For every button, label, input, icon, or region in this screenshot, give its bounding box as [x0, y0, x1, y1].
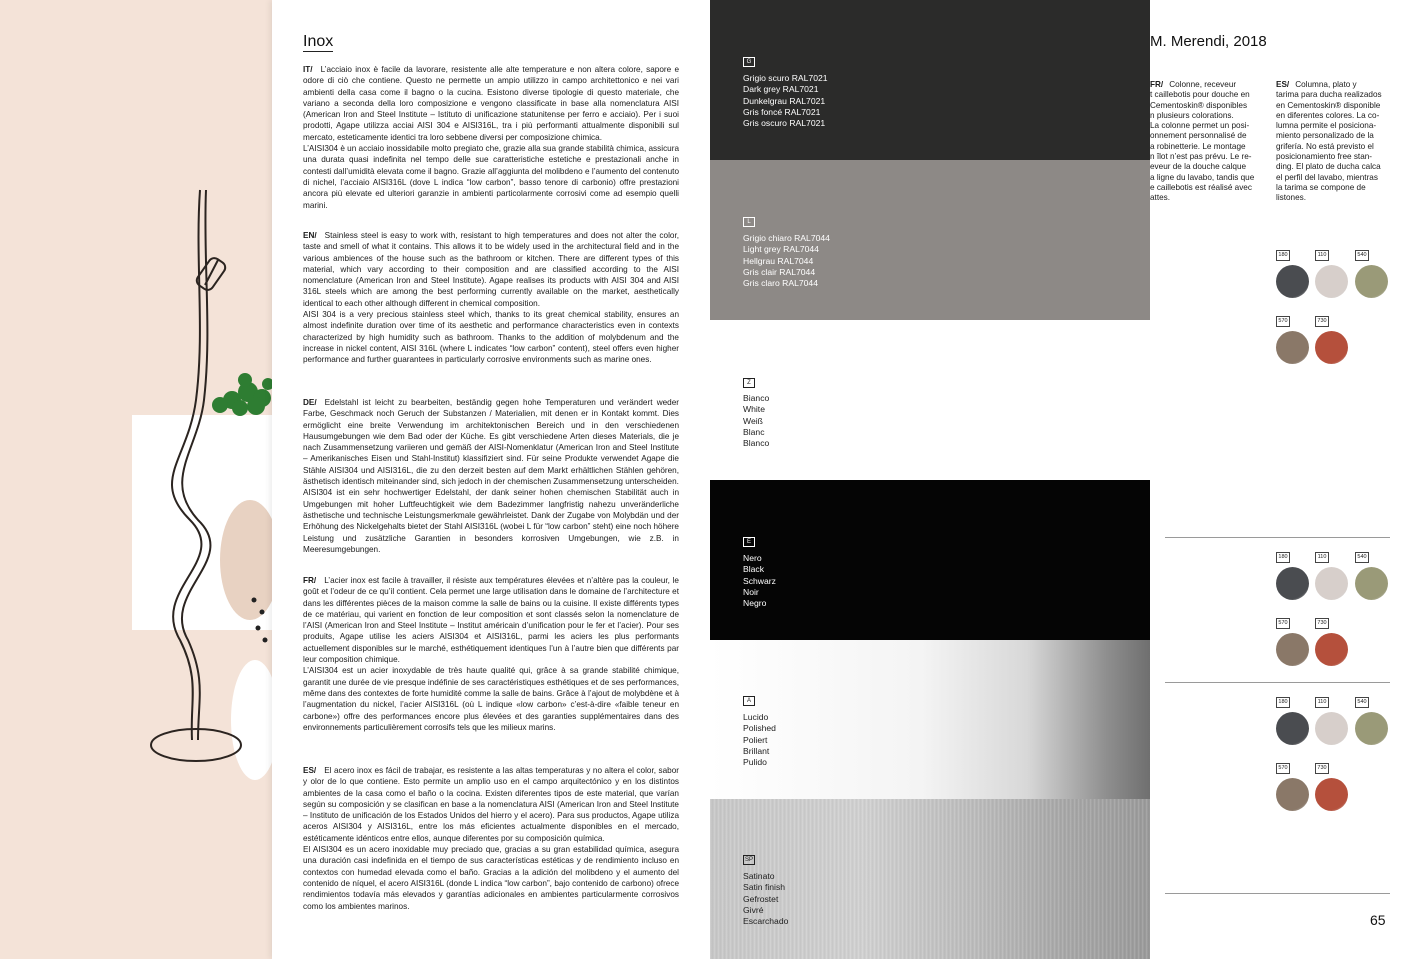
paragraph: L’AISI304 è un acciaio inossidabile molto pregiato che, grazie alla sua grande stabilità chimica, assicura una durata quasi indefinita nel tempo delle sue caratteristiche estetiche e prestazionali anche in contesti dall’umidità elevata come il bagno. Grazie all’aggiunta del molibdeno e l’aumento del contenuto di nichel, l’acciaio AISI316L (dove L indica “low carbon”, basso tenore di carbonio) offre prestazioni ancora più elevate ed ulteriori garanzie in ambienti particolarmente corrosivi come ad esempio quelli marini. [303, 144, 679, 210]
lang-code: IT/ [303, 65, 313, 74]
colour-swatch-dot [1315, 265, 1348, 298]
swatch-name: Weiß [743, 415, 763, 426]
finish-swatches [710, 0, 1150, 959]
section-en [303, 230, 679, 366]
colour-swatch-dot [1355, 265, 1388, 298]
paragraph: El acero inox es fácil de trabajar, es resistente a las altas temperaturas y no altera el color, sabor y olor de lo que contiene. Esto permite un amplio uso en el campo arquitectónico y en los distintos ambientes de la casa como el baño o la cocina. Existen diferentes tipos de este material, que varían según su composición y se clasifican en base a la nomenclatura AISI (American Iron and Steel Institute – Instituto de unificación de los Estados Unidos del hierro y el acero). Para sus productos, Agape utiliza aceros AISI304 y AISI316L, entre los más eficientes actualmente disponibles en el mercado, estéticamente idénticos entre ellos, aunque diferentes por su composición química. [303, 766, 679, 843]
swatch-l [710, 160, 1150, 320]
swatch-name: Dunkelgrau RAL7021 [743, 95, 826, 106]
swatch-name: Nero [743, 553, 762, 563]
paragraph: Stainless steel is easy to work with, resistant to high temperatures and does not alter the color, taste and smell of what it contains. This allows it to be widely used in the architectural field and in the various ambiences of the house such as the bathroom or kitchen. There are different types of this material, which vary according to their composition and are classified according to the AISI nomenclature (American Iron and Steel Institute). Agape realises its products with AISI 304 and AISI 316L steels which are among the best performing currently available on the market, aesthetically identical to each other although different in chemical composition. [303, 231, 679, 308]
colour-code: 730 [1315, 316, 1329, 327]
colour-code: 180 [1276, 552, 1290, 563]
section-es [303, 765, 679, 912]
swatch-name: Negro [743, 598, 767, 609]
text-line: el perfil del lavabo, mientras [1276, 172, 1378, 182]
swatch-code: E [743, 537, 755, 547]
text-line: listones. [1276, 193, 1307, 203]
swatch-names [743, 871, 788, 927]
swatch-name: Hellgrau RAL7044 [743, 255, 814, 266]
swatch-name: Blanco [743, 438, 770, 449]
text-line: n plusieurs colorations. [1150, 110, 1234, 120]
text-line: grifería. No está previsto el [1276, 141, 1374, 151]
colour-code: 180 [1276, 250, 1290, 261]
text-line: ding. El plato de ducha calca [1276, 162, 1381, 172]
swatch-names [743, 73, 828, 129]
swatch-name: Dark grey RAL7021 [743, 84, 819, 95]
swatch-name: Brillant [743, 745, 770, 756]
colour-swatch-dot [1276, 331, 1309, 364]
swatch-g [710, 0, 1150, 160]
swatch-name: Polished [743, 723, 776, 734]
colour-swatch-dot [1276, 265, 1309, 298]
colour-code: 540 [1355, 697, 1369, 708]
text-line: lumna permite el posiciona- [1276, 121, 1377, 131]
colour-swatch-dot [1276, 778, 1309, 811]
paragraph: L’acciaio inox è facile da lavorare, resistente alle alte temperature e non altera colore, sapore e odore di ciò che contiene. Questo ne permette un ampio utilizzo in campo architettonico e nei vari ambienti della casa come il bagno o la cucina. Esistono diverse tipologie di questo materiale, che variano a seconda della loro composizione e vengono classificate in base alla nomenclatura AISI (American Iron and Steel Institute – Istituto di unificazione statunitense per ferro e acciaio). Per i suoi prodotti, Agape utilizza acciai AISI 304 e AISI316L, tra i più performanti attualmente disponibili sul mercato, esteticamente identici tra loro sebbene diversi per composizione chimica. [303, 65, 679, 142]
swatch-name: Noir [743, 586, 759, 597]
swatch-name: Grigio chiaro RAL7044 [743, 233, 830, 243]
text-line: eveur de la douche calque [1150, 162, 1247, 172]
colour-swatch-dot [1315, 778, 1348, 811]
paragraph: L’acier inox est facile à travailler, il résiste aux températures élevées et n’altère pas la couleur, le goût et l’odeur de ce qu’il contient. Cela permet une large utilisation dans le domaine de l’architecture et dans les différentes pièces de la maison comme la salle de bains ou la cuisine. Il existe différents types de ce matériau, qui varient en fonction de leur composition et sont classés selon la nomenclature de l’AISI (American Iron and Steel Institute – Institut américain d’unification pour le fer et l’acier). Pour ses produits, Agape utilise les aciers AISI304 et AISI316L, parmi les aciers les plus performants actuellement disponibles sur le marché, esthétiquement identiques l’un à l’autre bien que différents par leur composition chimique. [303, 576, 679, 665]
text-line: n îlot n’est pas prévu. Le re- [1150, 152, 1252, 162]
colour-code: 110 [1315, 250, 1329, 261]
text-line: Cementoskin® disponibles [1150, 100, 1248, 110]
paragraph: Edelstahl ist leicht zu bearbeiten, beständig gegen hohe Temperaturen und verändert weder Farbe, Geschmack noch Geruch der Substanzen / Materialien, mit denen er in Kontakt kommt. Dies ermöglicht eine breite Verwendung im architektonischen Bereich und in den verschiedenen Hausumgebungen wie dem Bad oder der Küche. Es gibt verschiedene Arten dieses Materials, die je nach Zusammensetzung variieren und gemäß der AISI-Nomenklatur (American Iron and Steel Institute – Amerikanisches Eisen und Stahl-Institut) klassifiziert sind. Für seine Produkte verwendet Agape die Stähle AISI304 und AISI316L, die zu den derzeit besten auf dem Markt erhältlichen Stählen gehören, ästhetisch identisch miteinander sind, sich jedoch in der chemischen Zusammensetzung unterscheiden. [303, 398, 679, 487]
swatch-name: Blanc [743, 426, 765, 437]
swatch-names [743, 233, 830, 289]
text-line: Columna, plato y [1295, 80, 1357, 89]
swatch-name: Gefrostet [743, 893, 779, 904]
text-line: tarima para ducha realizados [1276, 90, 1382, 100]
swatch-e [710, 480, 1150, 640]
swatch-name: Light grey RAL7044 [743, 244, 819, 255]
text-line: a robinetterie. Le montage [1150, 141, 1246, 151]
lang-code: EN/ [303, 231, 317, 240]
lamp-illustration [0, 0, 272, 959]
swatch-name: Gris clair RAL7044 [743, 266, 816, 277]
swatch-code: SP [744, 857, 753, 863]
swatch-name: Lucido [743, 712, 769, 722]
colour-swatch-dot [1276, 567, 1309, 600]
section-de [303, 397, 679, 555]
swatch-name: Gris claro RAL7044 [743, 278, 818, 289]
designer-credit: M. Merendi, 2018 [1150, 33, 1267, 50]
colour-code: 570 [1276, 618, 1290, 629]
text-line: t caillebotis pour douche en [1150, 90, 1250, 100]
swatch-names [743, 393, 769, 449]
separator [1165, 537, 1390, 538]
swatch-name: White [743, 404, 765, 415]
text-line: posicionamiento free stan- [1276, 152, 1373, 162]
colour-swatch-dot [1315, 331, 1348, 364]
swatch-name: Black [743, 564, 765, 575]
lang-code: ES/ [1276, 80, 1290, 89]
lang-code: FR/ [303, 576, 317, 585]
text-line: la tarima se compone de [1276, 182, 1366, 192]
colour-code: 540 [1355, 250, 1369, 261]
es-description [1276, 80, 1394, 204]
colour-swatch-dot [1315, 567, 1348, 600]
plant-leaves [212, 373, 272, 416]
swatch-name: Satinato [743, 871, 775, 881]
colour-swatch-dot [1315, 633, 1348, 666]
text-line: miento personalizado de la [1276, 131, 1374, 141]
paragraph: El AISI304 es un acero inoxidable muy preciado que, gracias a su gran estabilidad química, asegura una duración casi indefinida en el tiempo de sus características estéticas y de rendimiento incluso en contextos con humedad elevada como el baño. Gracias a la adición del molibdeno y el aumento del contenido de níquel, el acero AISI316L (donde L indica “low carbon”, bajo contenido de carbono) ofrece rendimientos todavía más elevados y garantías adicionales en ambientes particularmente corrosivos como los ambientes marinos. [303, 845, 679, 911]
swatch-name: Schwarz [743, 575, 776, 586]
colour-swatch-dot [1355, 712, 1388, 745]
swatch-name: Pulido [743, 757, 767, 768]
swatch-name: Bianco [743, 393, 770, 403]
swatch-names [743, 553, 776, 609]
text-line: en Cementoskin® disponible [1276, 100, 1381, 110]
section-it [303, 64, 679, 211]
lang-code: DE/ [303, 398, 317, 407]
swatch-name: Grigio scuro RAL7021 [743, 73, 828, 83]
fr-description [1150, 80, 1262, 204]
swatch-z [710, 320, 1150, 480]
page-title: Inox [303, 33, 334, 50]
paragraph: AISI304 ist ein sehr hochwertiger Edelstahl, der dank seiner hohen chemischen Stabilität auch in Umgebungen mit hoher Luftfeuchtigkeit wie dem Badezimmer langfristig nahezu unveränderliche ästhetische und technische Leistungsmerkmale gewährleistet. Dank der Zugabe von Molybdän und der Erhöhung des Nickelgehalts bietet der Stahl AISI316L (wobei L für “low carbon” steht) eine noch höhere Leistung und zusätzliche Garantien in besonders korrosiven Umgebungen, wie z.B. in Meeresumgebungen. [303, 488, 679, 554]
colour-swatch-dot [1355, 567, 1388, 600]
swatch-name: Escarchado [743, 916, 789, 927]
colour-code: 110 [1315, 552, 1329, 563]
colour-swatch-dot [1315, 712, 1348, 745]
swatch-name: Gris oscuro RAL7021 [743, 118, 826, 129]
section-fr [303, 575, 679, 733]
page-number: 65 [1370, 912, 1386, 928]
swatch-sp [710, 799, 1150, 959]
swatch-code: L [743, 217, 755, 227]
lang-code: FR/ [1150, 80, 1164, 89]
swatch-code: G [743, 57, 755, 67]
separator [1165, 682, 1390, 683]
text-line: onnement personnalisé de [1150, 131, 1247, 141]
colour-code: 540 [1355, 552, 1369, 563]
swatch-a [710, 640, 1150, 799]
colour-code: 570 [1276, 763, 1290, 774]
colour-code: 570 [1276, 316, 1290, 327]
illustration-panel [0, 0, 272, 959]
text-line: Colonne, receveur [1169, 80, 1237, 89]
colour-code: 730 [1315, 618, 1329, 629]
colour-swatch-dot [1276, 633, 1309, 666]
lang-code: ES/ [303, 766, 317, 775]
text-line: La colonne permet un posi- [1150, 121, 1250, 131]
swatch-code: A [743, 696, 755, 706]
swatch-code: Z [743, 378, 755, 388]
colour-code: 110 [1315, 697, 1329, 708]
text-line: en diferentes colores. La co- [1276, 110, 1380, 120]
swatch-name: Givré [743, 904, 764, 915]
swatch-name: Satin finish [743, 882, 786, 893]
colour-code: 180 [1276, 697, 1290, 708]
text-line: a ligne du lavabo, tandis que [1150, 172, 1255, 182]
paragraph: L’AISI304 est un acier inoxydable de très haute qualité qui, grâce à sa grande stabilité chimique, garantit une durée de vie presque indéfinie de ses caractéristiques esthétiques et de ses performances, même dans des contextes de forte humidité comme la salle de bains. Grâce à l’ajout de molybdène et à l’augmentation du nickel, l’acier AISI316L (où L indique «low carbon» c’est-à-dire «faible teneur en carbone») offre des performances encore plus élevées et des garanties supplémentaires dans des environnements particulièrement corrosifs tels que les milieux marins. [303, 666, 679, 732]
colour-swatch-dot [1276, 712, 1309, 745]
text-line: e caillebotis est réalisé avec [1150, 182, 1252, 192]
swatch-name: Gris foncé RAL7021 [743, 106, 821, 117]
colour-code: 730 [1315, 763, 1329, 774]
paragraph: AISI 304 is a very precious stainless steel which, thanks to its great chemical stability, ensures an almost indefinite duration over time of its aesthetic and performance characteristics even in contexts characterized by high humidity such as bathroom. Thanks to the addition of molybdenum and the increase in nickel content, AISI 316L (where L indicates “low carbon” content), steel offers even higher performance and further guarantees in particularly corrosive environments such as marine ones. [303, 310, 679, 365]
separator [1165, 893, 1390, 894]
text-line: attes. [1150, 193, 1171, 203]
swatch-name: Poliert [743, 734, 768, 745]
swatch-names [743, 712, 776, 768]
